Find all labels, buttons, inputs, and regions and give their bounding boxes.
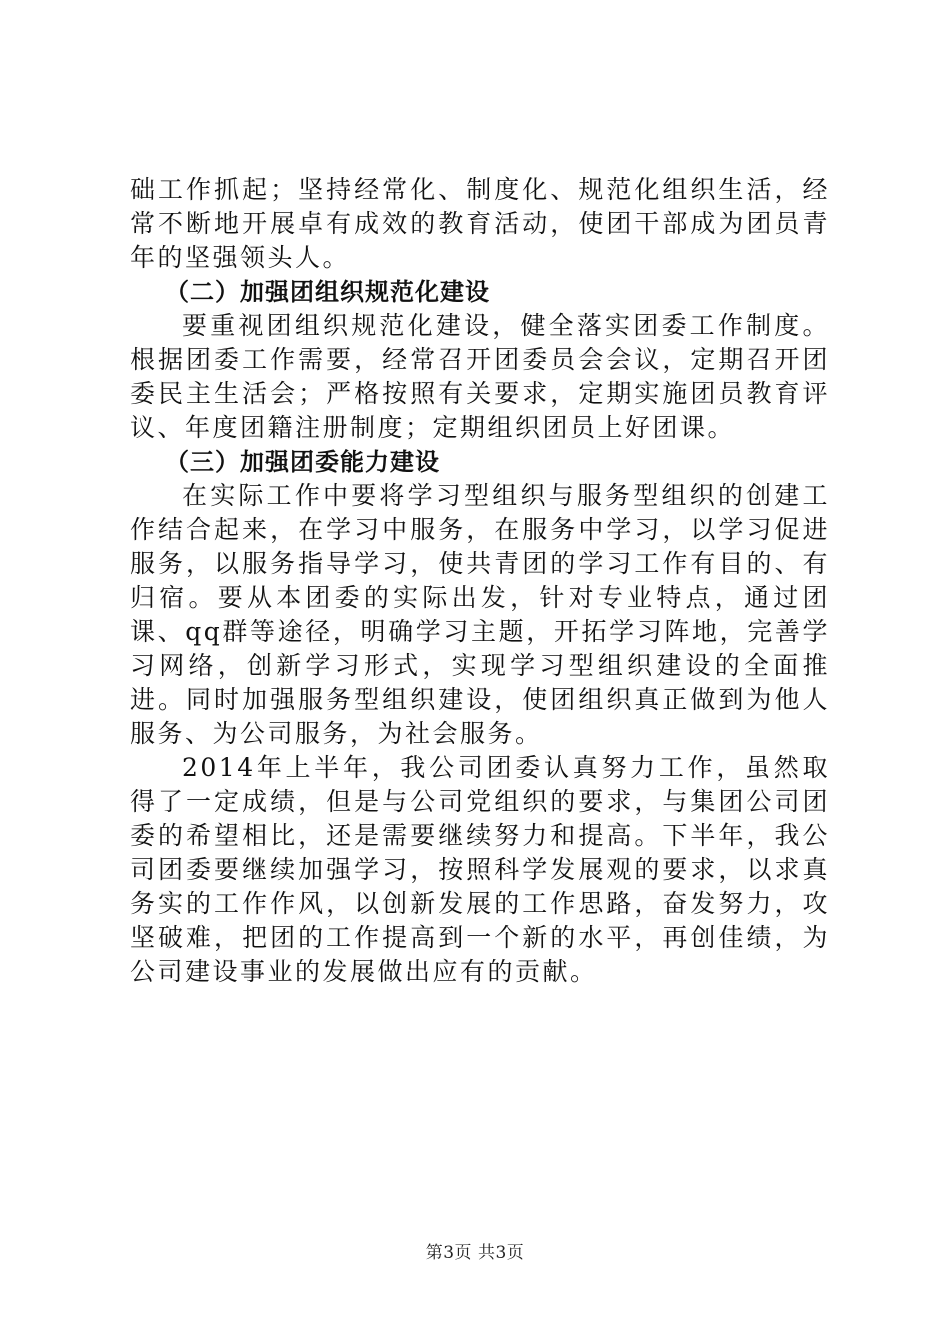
page-footer: 第3页 共3页: [425, 1243, 525, 1263]
paragraph-summary-2014: 2014年上半年，我公司团委认真努力工作，虽然取得了一定成绩，但是与公司党组织的要求，与集团公司团委的希望相比，还是需要继续努力和提高。下半年，我公司团委要继续加强学习，按照科学发展观的要求，以求真务实的工作作风，以创新发展的工作思路，奋发努力，攻坚破难，把团的工作提高到一个新的水平，再创佳绩，为公司建设事业的发展做出应有的贡献。: [130, 753, 830, 986]
paragraph-capability-building: 在实际工作中要将学习型组织与服务型组织的创建工作结合起来，在学习中服务，在服务中学习，以学习促进服务，以服务指导学习，使共青团的学习工作有目的、有归宿。要从本团委的实际出发，针对专业特点，通过团课、qq群等途径，明确学习主题，开拓学习阵地，完善学习网络，创新学习形式，实现学习型组织建设的全面推进。同时加强服务型组织建设，使团组织真正做到为他人服务、为公司服务，为社会服务。: [130, 481, 830, 748]
document-body: [130, 173, 830, 989]
section-heading-2: （二）加强团组织规范化建设: [165, 278, 490, 306]
paragraph-continuation: 础工作抓起；坚持经常化、制度化、规范化组织生活，经常不断地开展卓有成效的教育活动，使团干部成为团员青年的坚强领头人。: [130, 175, 830, 272]
paragraph-organization-standardization: 要重视团组织规范化建设，健全落实团委工作制度。根据团委工作需要，经常召开团委员会会议，定期召开团委民主生活会；严格按照有关要求，定期实施团员教育评议、年度团籍注册制度；定期组织团员上好团课。: [130, 311, 830, 442]
section-heading-3: （三）加强团委能力建设: [165, 448, 440, 476]
